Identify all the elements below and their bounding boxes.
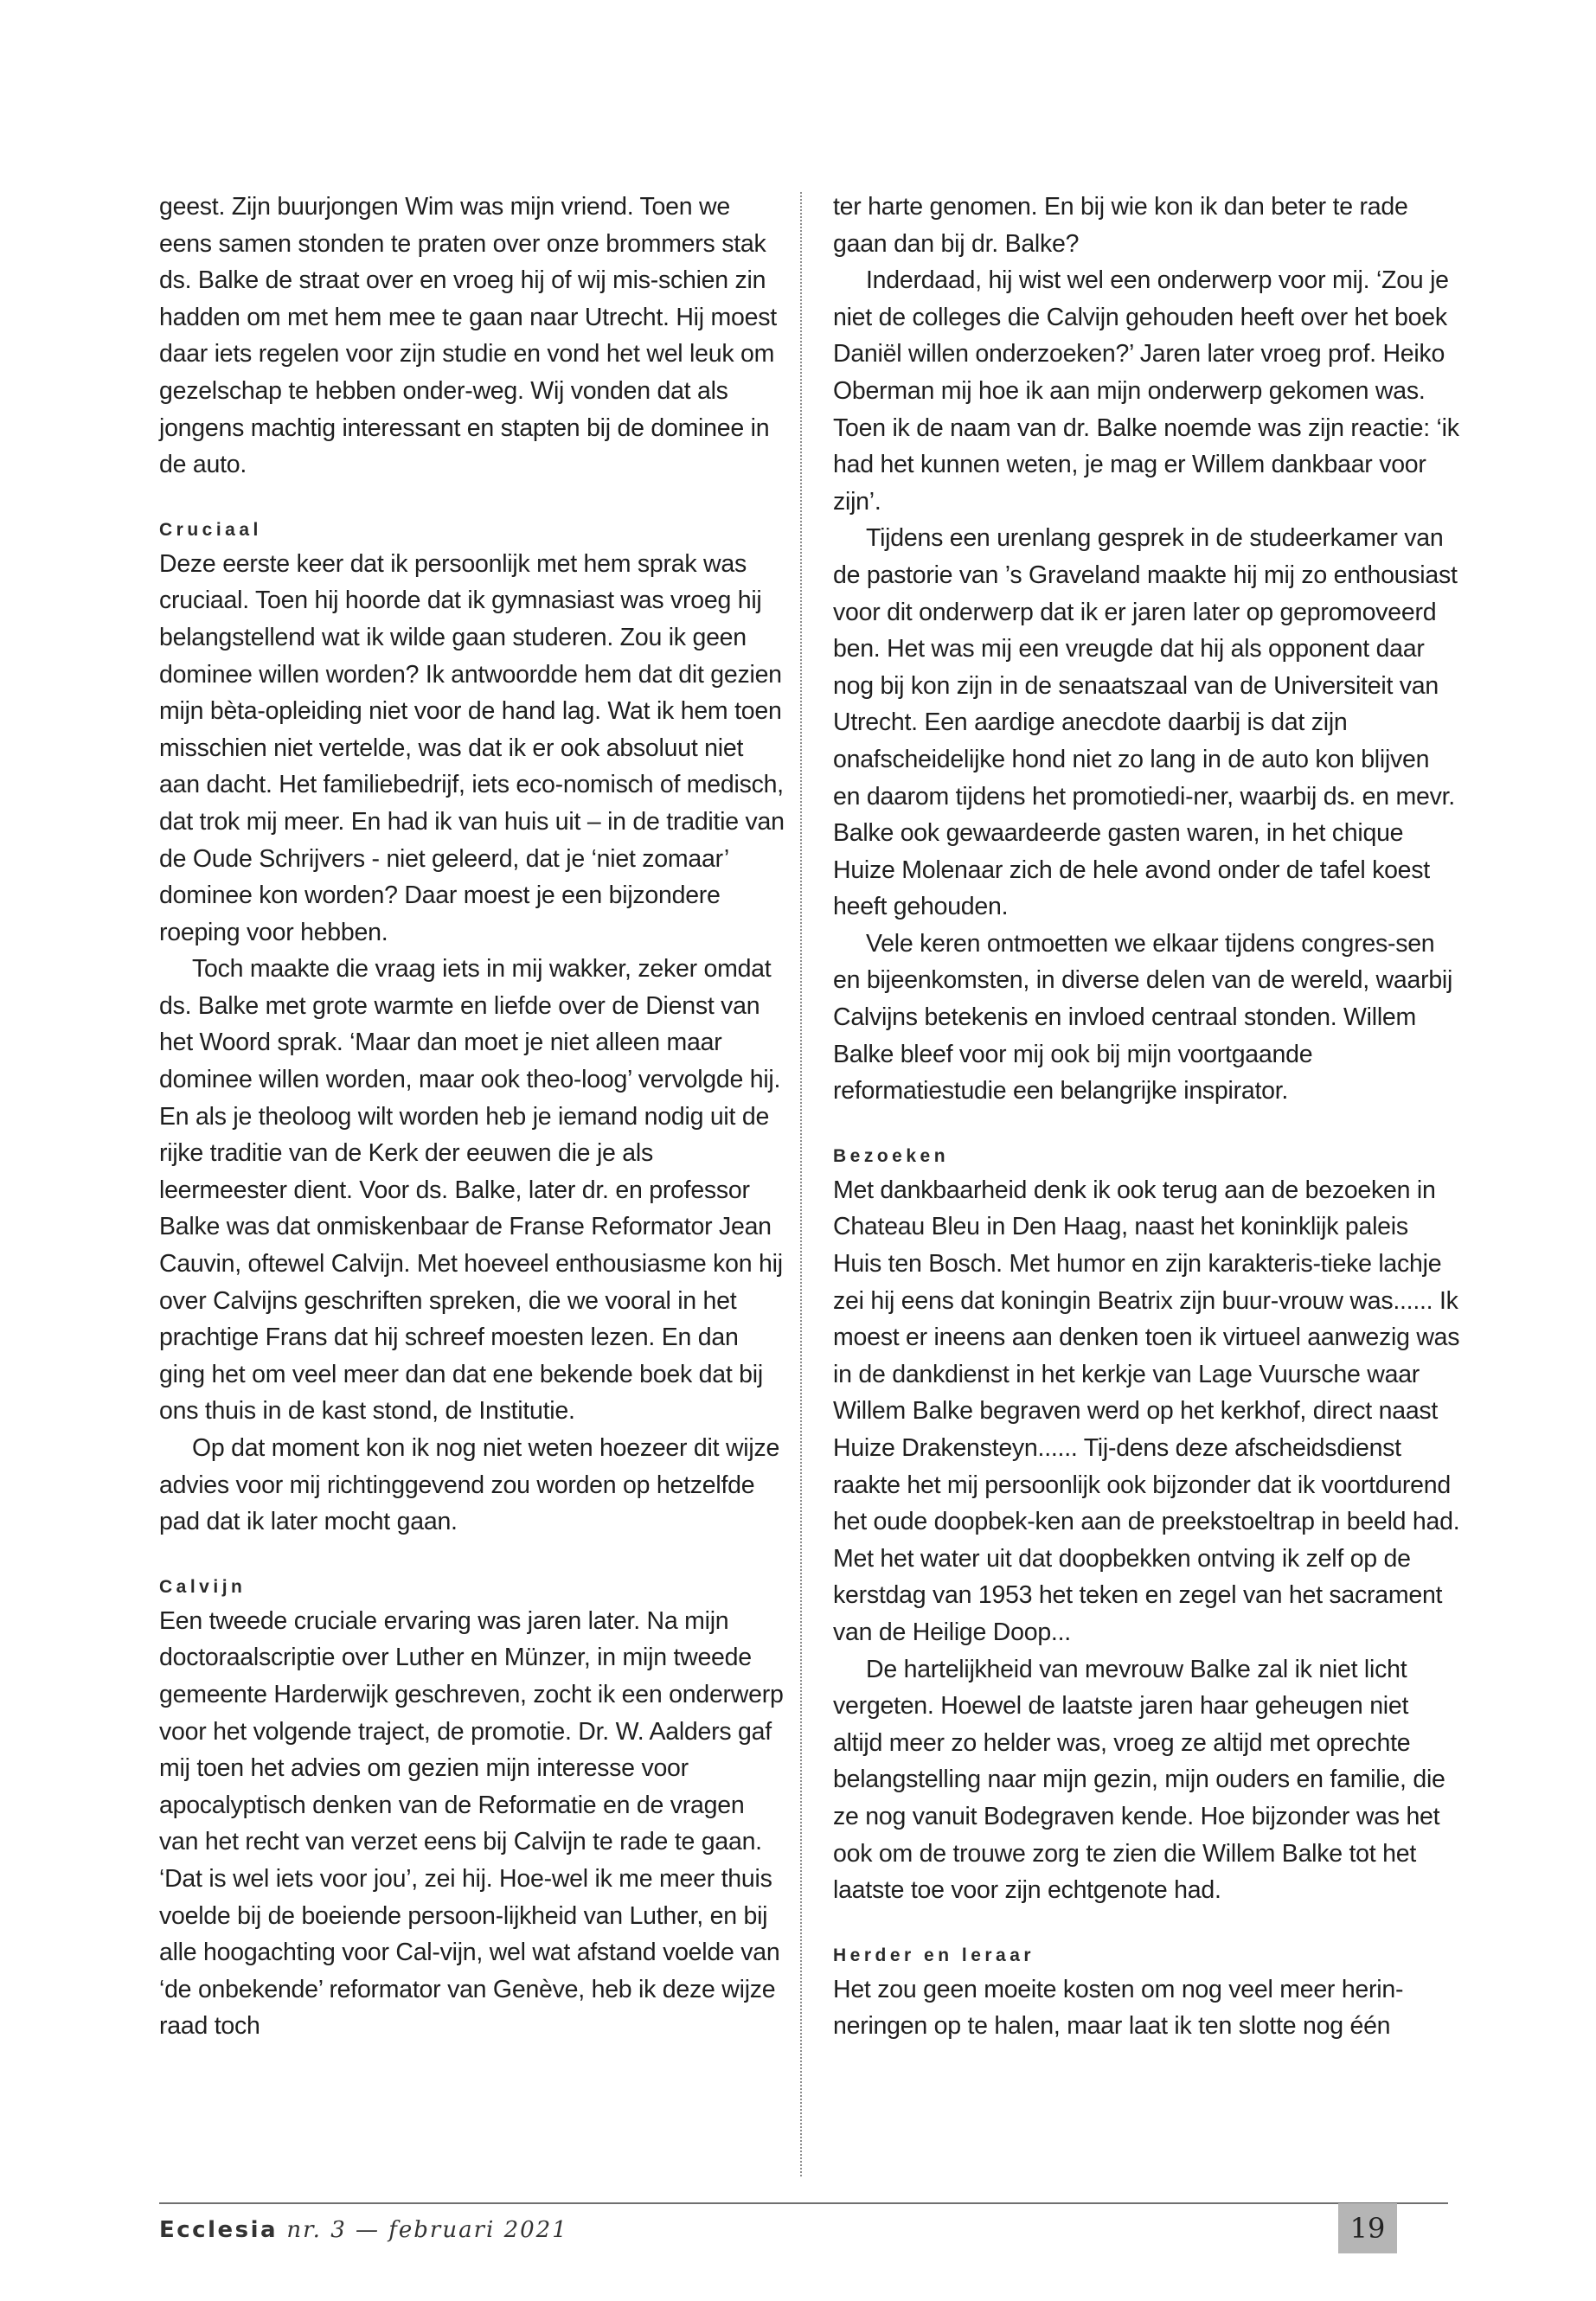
- column-divider: [800, 192, 802, 2176]
- paragraph-intro: geest. Zijn buurjongen Wim was mijn vriend. Toen we eens samen stonden te praten over onze brommers stak ds. Balke de straat over en vroeg hij of wij mis-schien zin hadden om met hem mee te gaan naar Utrecht. Hij moest daar iets regelen voor zijn studie en vond het wel leuk om gezelschap te hebben onder-weg. Wij vonden dat als jongens machtig interessant en stapten bij de dominee in de auto.: [159, 193, 777, 479]
- paragraph-bezoeken-2: De hartelijkheid van mevrouw Balke zal ik niet licht vergeten. Hoewel de laatste jaren haar geheugen niet altijd meer zo helder was, vroeg ze altijd met oprechte belangstelling naar mijn gezin, mijn ouders en familie, die ze nog vanuit Bodegraven kende. Hoe bijzonder was het ook om de trouwe zorg te zien die Willem Balke tot het laatste toe voor zijn echtgenote had.: [833, 1655, 1445, 1905]
- paragraph-cruciaal-3: Op dat moment kon ik nog niet weten hoezeer dit wijze advies voor mij richtinggevend zou worden op hetzelfde pad dat ik later mocht gaan.: [159, 1434, 780, 1536]
- paragraph-cruciaal-1: Deze eerste keer dat ik persoonlijk met hem sprak was cruciaal. Toen hij hoorde dat ik gymnasiast was vroeg hij belangstellend wat ik wilde gaan studeren. Zou ik geen dominee willen worden? Ik antwoordde hem dat dit gezien mijn bèta-opleiding niet voor de hand lag. Wat ik hem toen misschien niet vertelde, was dat ik er ook absoluut niet aan dacht. Het familiebedrijf, iets eco-nomisch of medisch, dat trok mij meer. En had ik van huis uit – in de traditie van de Oude Schrijvers - niet geleerd, dat je ‘niet zomaar’ dominee kon worden? Daar moest je een bijzondere roeping voor hebben.: [159, 549, 785, 946]
- heading-calvijn: Calvijn: [159, 1576, 247, 1597]
- footer-issue: nr. 3 — februari 2021: [286, 2217, 568, 2243]
- heading-herder-en-leraar: Herder en leraar: [833, 1945, 1035, 1965]
- paragraph-cruciaal-2: Toch maakte die vraag iets in mij wakker, zeker omdat ds. Balke met grote warmte en liefde over de Dienst van het Woord sprak. ‘Maar dan moet je niet alleen maar dominee willen worden, maar ook theo-loog’ vervolgde hij. En als je theoloog wilt worden heb je iemand nodig uit de rijke traditie van de Kerk der eeuwen die je als leermeester dient. Voor ds. Balke, later dr. en professor Balke was dat onmiskenbaar de Franse Reformator Jean Cauvin, oftewel Calvijn. Met hoeveel enthousiasme kon hij over Calvijns geschriften spreken, die we vooral in het prachtige Frans dat hij schreef moesten lezen. En dan ging het om veel meer dan dat ene bekende boek dat bij ons thuis in de kast stond, de Institutie.: [159, 955, 783, 1426]
- footer-publication: [159, 2217, 568, 2243]
- heading-cruciaal: Cruciaal: [159, 519, 262, 540]
- paragraph-herder-1: Het zou geen moeite kosten om nog veel meer herin-neringen op te halen, maar laat ik ten slotte nog één: [833, 1975, 1404, 2041]
- paragraph-studeerkamer: Tijdens een urenlang gesprek in de studeerkamer van de pastorie van ’s Graveland maakte hij mij zo enthousiast voor dit onderwerp dat ik er jaren later op gepromoveerd ben. Het was mij een vreugde dat hij als opponent daar nog bij kon zijn in de senaatszaal van de Universiteit van Utrecht. Een aardige anecdote daarbij is dat zijn onafscheidelijke hond niet zo lang in de auto kon blijven en daarom tijdens het promotiedi-ner, waarbij ds. en mevr. Balke ook gewaardeerde gasten waren, in het chique Huize Molenaar zich de hele avond onder de tafel koest heeft gehouden.: [833, 524, 1458, 921]
- paragraph-calvijn-1: Een tweede cruciale ervaring was jaren later. Na mijn doctoraalscriptie over Luther en Münzer, in mijn tweede gemeente Harderwijk geschreven, zocht ik een onderwerp voor het volgende traject, de promotie. Dr. W. Aalders gaf mij toen het advies om gezien mijn interesse voor apocalyptisch denken van de Reformatie en de vragen van het recht van verzet eens bij Calvijn te rade te gaan. ‘Dat is wel iets voor jou’, zei hij. Hoe-wel ik me meer thuis voelde bij de boeiende persoon-lijkheid van Luther, en bij alle hoogachting voor Cal-vijn, wel wat afstand voelde van ‘de onbekende’ reformator van Genève, heb ik deze wijze raad toch: [159, 1606, 784, 2041]
- page-number: 19: [1338, 2203, 1397, 2253]
- paragraph-onderwerp: Inderdaad, hij wist wel een onderwerp voor mij. ‘Zou je niet de colleges die Calvijn gehouden heeft over het boek Daniël willen onderzoeken?’ Jaren later vroeg prof. Heiko Oberman mij hoe ik aan mijn onderwerp gekomen was. Toen ik de naam van dr. Balke noemde was zijn reactie: ‘ik had het kunnen weten, je mag er Willem dankbaar voor zijn’.: [833, 266, 1459, 516]
- footer-brand: Ecclesia: [159, 2217, 279, 2243]
- footer-rule: [159, 2202, 1448, 2204]
- paragraph-bezoeken-1: Met dankbaarheid denk ik ook terug aan de bezoeken in Chateau Bleu in Den Haag, naast het koninklijk paleis Huis ten Bosch. Met humor en zijn karakteris-tieke lachje zei hij eens dat koningin Beatrix zijn buur-vrouw was...... Ik moest er ineens aan denken toen ik virtueel aanwezig was in de dankdienst in het kerkje van Lage Vuursche waar Willem Balke begraven werd op het kerkhof, direct naast Huize Drakensteyn...... Tij-dens deze afscheidsdienst raakte het mij persoonlijk ook bijzonder dat ik voortdurend het oude doopbek-ken aan de preekstoeltrap in beeld had. Met het water uit dat doopbekken ontving ik zelf op de kerstdag van 1953 het teken en zegel van het sacrament van de Heilige Doop...: [833, 1176, 1460, 1646]
- paragraph-congressen: Vele keren ontmoetten we elkaar tijdens congres-sen en bijeenkomsten, in diverse delen van de wereld, waarbij Calvijns betekenis en invloed centraal stonden. Willem Balke bleef voor mij ook bij mijn voortgaande reformatiestudie een belangrijke inspirator.: [833, 929, 1453, 1106]
- left-column: [159, 189, 786, 2045]
- paragraph-continued: ter harte genomen. En bij wie kon ik dan beter te rade gaan dan bij dr. Balke?: [833, 193, 1408, 258]
- heading-bezoeken: Bezoeken: [833, 1145, 950, 1166]
- right-column: [833, 189, 1460, 2045]
